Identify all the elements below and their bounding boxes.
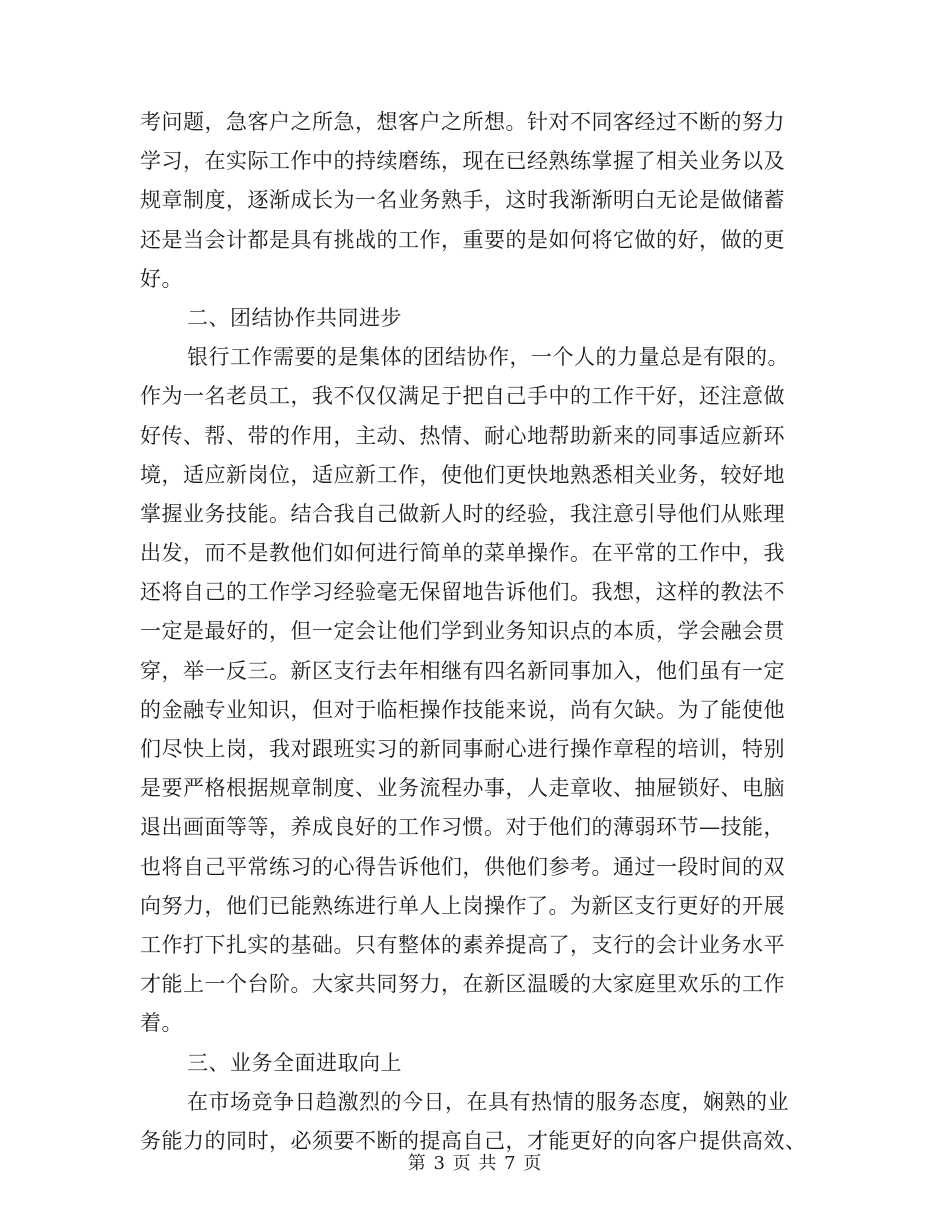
text-line: 还将自己的工作学习经验毫无保留地告诉他们。我想，这样的教法不 [140, 580, 785, 605]
text-line: 也将自己平常练习的心得告诉他们，供他们参考。通过一段时间的双 [140, 854, 785, 879]
text-line: 掌握业务技能。结合我自己做新人时的经验，我注意引导他们从账理 [140, 501, 785, 526]
text-line: 还是当会计都是具有挑战的工作，重要的是如何将它做的好，做的更 [140, 227, 785, 252]
text-line: 在市场竞争日趋激烈的今日，在具有热情的服务态度，娴熟的业 [187, 1089, 789, 1114]
text-line: 规章制度，逐渐成长为一名业务熟手，这时我渐渐明白无论是做储蓄 [140, 188, 785, 213]
text-line: 才能上一个台阶。大家共同努力，在新区温暖的大家庭里欢乐的工作 [140, 972, 785, 997]
text-line: 好传、帮、带的作用，主动、热情、耐心地帮助新来的同事适应新环 [140, 423, 785, 448]
page-footer: 第 3 页 共 7 页 [407, 1153, 543, 1174]
text-line: 的金融专业知识，但对于临柜操作技能来说，尚有欠缺。为了能使他 [140, 697, 785, 722]
text-line: 学习，在实际工作中的持续磨练，现在已经熟练掌握了相关业务以及 [140, 149, 785, 174]
text-line: 一定是最好的，但一定会让他们学到业务知识点的本质，学会融会贯 [140, 619, 785, 644]
document-body [140, 103, 820, 1161]
text-line: 穿，举一反三。新区支行去年相继有四名新同事加入，他们虽有一定 [140, 658, 785, 683]
text-line: 退出画面等等，养成良好的工作习惯。对于他们的薄弱环节—技能， [140, 815, 785, 840]
text-line: 着。 [140, 1011, 183, 1036]
text-line: 是要严格根据规章制度、业务流程办事，人走章收、抽屉锁好、电脑 [140, 776, 785, 801]
text-line: 工作打下扎实的基础。只有整体的素养提高了，支行的会计业务水平 [140, 932, 785, 957]
text-line: 好。 [140, 266, 183, 291]
section-heading: 二、团结协作共同进步 [187, 305, 402, 330]
text-line: 向努力，他们已能熟练进行单人上岗操作了。为新区支行更好的开展 [140, 893, 785, 918]
text-line: 银行工作需要的是集体的团结协作，一个人的力量总是有限的。 [187, 345, 789, 370]
text-line: 作为一名老员工，我不仅仅满足于把自己手中的工作干好，还注意做 [140, 384, 785, 409]
text-line: 境，适应新岗位，适应新工作，使他们更快地熟悉相关业务，较好地 [140, 462, 785, 487]
text-line: 们尽快上岗，我对跟班实习的新同事耐心进行操作章程的培训，特别 [140, 737, 785, 761]
text-line: 出发，而不是教他们如何进行简单的菜单操作。在平常的工作中，我 [140, 541, 785, 566]
section-heading: 三、业务全面进取向上 [187, 1050, 402, 1075]
text-line: 务能力的同时，必须要不断的提高自己，才能更好的向客户提供高效、 [140, 1128, 807, 1153]
text-line: 考问题，急客户之所急，想客户之所想。针对不同客经过不断的努力 [140, 110, 785, 134]
